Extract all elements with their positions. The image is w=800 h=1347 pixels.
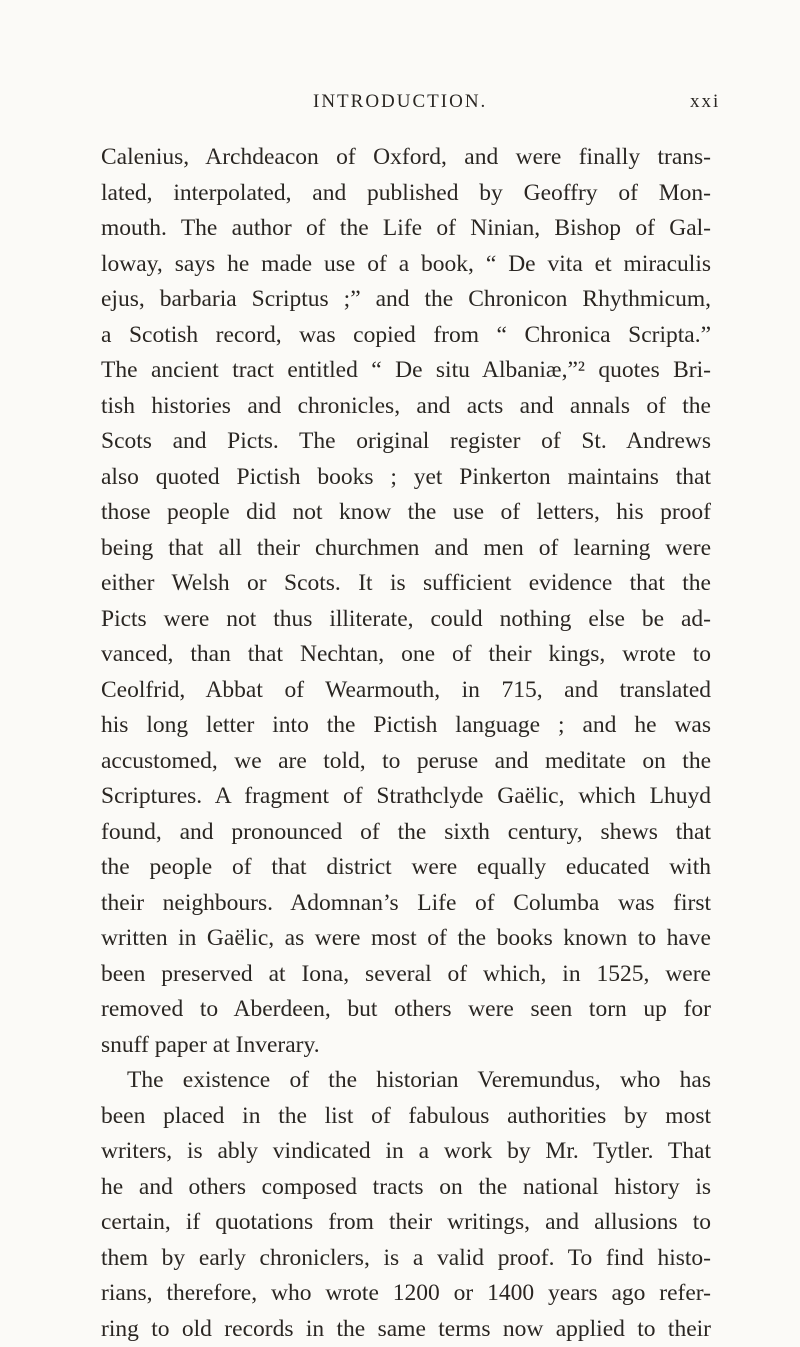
text-line: Calenius, Archdeacon of Oxford, and were finally trans- xyxy=(101,140,711,176)
text-line: written in Gaëlic, as were most of the books known to have xyxy=(101,921,711,957)
text-line: tish histories and chronicles, and acts and annals of the xyxy=(101,389,711,425)
text-line: vanced, than that Nechtan, one of their kings, wrote to xyxy=(101,637,711,673)
text-line: a Scotish record, was copied from “ Chronica Scripta.” xyxy=(101,318,711,354)
text-line: writers, is ably vindicated in a work by Mr. Tytler. That xyxy=(101,1134,711,1170)
text-line: mouth. The author of the Life of Ninian, Bishop of Gal- xyxy=(101,211,711,247)
text-line: the people of that district were equally educated with xyxy=(101,850,711,886)
text-line: Scots and Picts. The original register of St. Andrews xyxy=(101,424,711,460)
text-line: been preserved at Iona, several of which, in 1525, were xyxy=(101,957,711,993)
text-line: those people did not know the use of letters, his proof xyxy=(101,495,711,531)
text-line: snuff paper at Inverary. xyxy=(101,1028,711,1064)
text-line: ejus, barbaria Scriptus ;” and the Chronicon Rhythmicum, xyxy=(101,282,711,318)
text-line: being that all their churchmen and men of learning were xyxy=(101,531,711,567)
running-title: INTRODUCTION. xyxy=(313,91,487,113)
text-line: ring to old records in the same terms now applied to their xyxy=(101,1312,711,1347)
text-line: removed to Aberdeen, but others were seen torn up for xyxy=(101,992,711,1028)
text-line: certain, if quotations from their writings, and allusions to xyxy=(101,1205,711,1241)
text-line: their neighbours. Adomnan’s Life of Columba was first xyxy=(101,886,711,922)
text-line: accustomed, we are told, to peruse and meditate on the xyxy=(101,744,711,780)
text-line: found, and pronounced of the sixth century, shews that xyxy=(101,815,711,851)
text-line: either Welsh or Scots. It is sufficient evidence that the xyxy=(101,566,711,602)
running-head xyxy=(0,91,800,121)
text-line: he and others composed tracts on the national history is xyxy=(101,1170,711,1206)
text-line: also quoted Pictish books ; yet Pinkerton maintains that xyxy=(101,460,711,496)
text-line: them by early chroniclers, is a valid proof. To find histo- xyxy=(101,1241,711,1277)
page-number: xxi xyxy=(690,91,720,113)
text-line: been placed in the list of fabulous authorities by most xyxy=(101,1099,711,1135)
body-text xyxy=(101,140,711,1347)
text-line: rians, therefore, who wrote 1200 or 1400 years ago refer- xyxy=(101,1276,711,1312)
text-line: Picts were not thus illiterate, could nothing else be ad- xyxy=(101,602,711,638)
text-line: The existence of the historian Veremundus, who has xyxy=(101,1063,711,1099)
text-line: Scriptures. A fragment of Strathclyde Gaëlic, which Lhuyd xyxy=(101,779,711,815)
text-line: Ceolfrid, Abbat of Wearmouth, in 715, and translated xyxy=(101,673,711,709)
text-line: his long letter into the Pictish language ; and he was xyxy=(101,708,711,744)
text-line: The ancient tract entitled “ De situ Albaniæ,”² quotes Bri- xyxy=(101,353,711,389)
text-line: loway, says he made use of a book, “ De vita et miraculis xyxy=(101,247,711,283)
text-line: lated, interpolated, and published by Geoffry of Mon- xyxy=(101,176,711,212)
